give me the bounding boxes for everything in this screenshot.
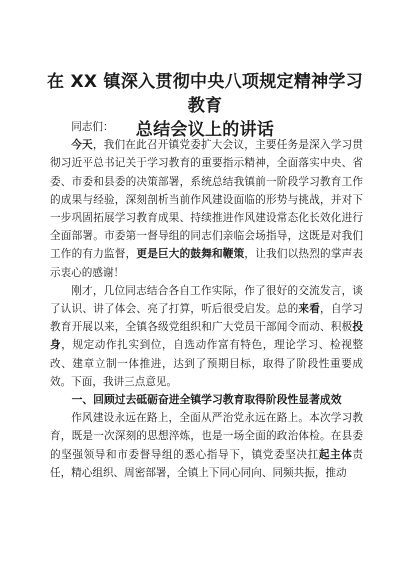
para1-text-2: ，让我们以热烈的掌声表示衷心的感谢！ bbox=[50, 248, 364, 279]
para1-lead: 今天 bbox=[71, 139, 93, 152]
para2-text-3: ，规定动作扎实到位，自选动作富有特色，理论学习、检视整改、建章立制一体推进，达到了预期目标，取得了阶段性重要成效。下面，我讲三点意见。 bbox=[50, 339, 364, 388]
para2-bold-2: 投身 bbox=[50, 321, 363, 352]
salutation: 同志们： bbox=[71, 121, 114, 133]
para2-bold-1: 来看 bbox=[298, 303, 321, 316]
para1-text-1: ，我们在此召开镇党委扩大会议，主要任务是深入学习贯彻习近平总书记关于学习教育的重要指示精神，全面落实中央、省委、市委和县委的决策部署，系统总结我镇前一阶段学习教育工作的成果与经验，深刻剖析当前作风建设面临的形势与挑战，并对下一步巩固拓展学习教育成果、持续推进作风建设常态化长效化进行全面部署。市委第一督导组的同志们亲临会场指导，这既是对我们工作的有力监督， bbox=[50, 139, 364, 261]
para3-bold-1: 起主体 bbox=[318, 448, 353, 461]
para3-text-2: 责任，精心组织、周密部署，全镇上下同心同向、同频共振，推动 bbox=[50, 448, 364, 479]
para3-text-1: 作风建设永远在路上，全面从严治党永远在路上。本次学习教育，既是一次深刻的思想淬炼，也是一场全面的政治体检。在县委的坚强领导和市委督导组的悉心指导下，镇党委坚决扛 bbox=[50, 412, 363, 461]
document-body bbox=[50, 118, 363, 482]
para2-text-2: ，自学习教育开展以来，全镇各级党组织和广大党员干部闻令而动、积极 bbox=[50, 303, 364, 334]
paragraph-2 bbox=[50, 282, 363, 391]
para1-bold-1: 更是巨大的鼓舞和鞭策 bbox=[136, 248, 245, 261]
section-heading-1: 一、回顾过去砥砺奋进全镇学习教育取得阶段性显著成效 bbox=[71, 393, 342, 407]
paragraph-1 bbox=[50, 136, 363, 282]
paragraph-3 bbox=[50, 409, 363, 482]
para2-text-1: 刚才，几位同志结合各自工作实际，作了很好的交流发言，谈了认识、讲了体会、亮了打算，听后很受启发。总的 bbox=[50, 284, 363, 316]
title-line-2: 总结会议上的讲话 bbox=[135, 120, 275, 140]
title-line-1: 在 XX 镇深入贯彻中央八项规定精神学习教育 bbox=[46, 72, 364, 116]
